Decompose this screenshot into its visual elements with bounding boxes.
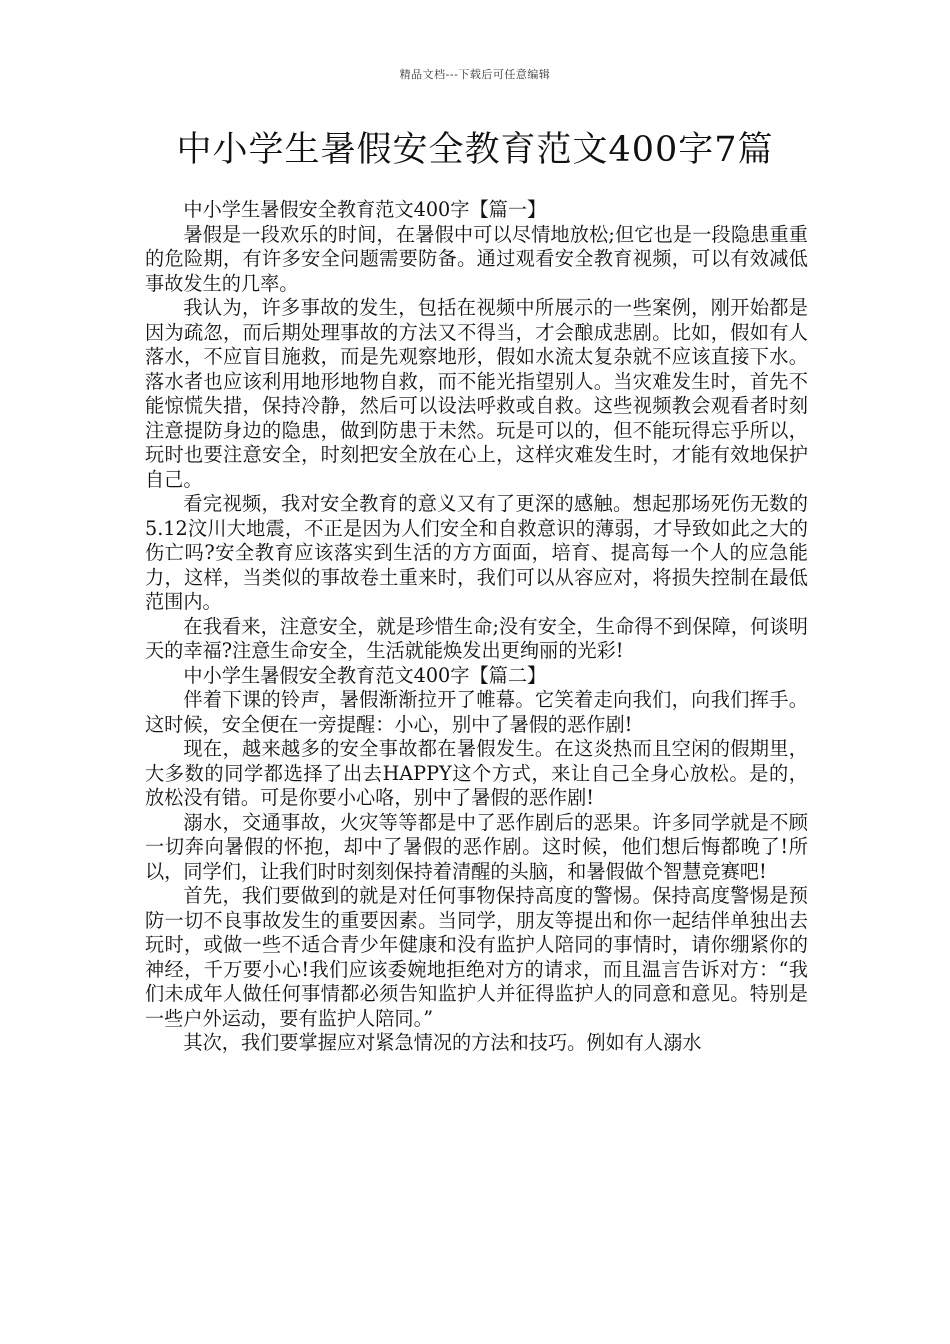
document-body xyxy=(145,198,808,1056)
document-title: 中小学生暑假安全教育范文400字7篇 xyxy=(176,130,774,170)
section-heading-2: 中小学生暑假安全教育范文400字【篇二】 xyxy=(183,663,547,687)
paragraph: 暑假是一段欢乐的时间，在暑假中可以尽情地放松;但它也是一段隐患重重的危险期，有许多安全问题需要防备。通过观看安全教育视频，可以有效减低事故发生的几率。 xyxy=(145,222,808,295)
section-heading-1: 中小学生暑假安全教育范文400字【篇一】 xyxy=(183,198,547,221)
paragraph: 溺水，交通事故，火灾等等都是中了恶作剧后的恶果。许多同学就是不顾一切奔向暑假的怀抱，却中了暑假的恶作剧。这时候，他们想后悔都晚了!所以，同学们，让我们时时刻刻保持着清醒的头脑，和暑假做个智慧竞赛吧! xyxy=(145,810,808,883)
paragraph: 首先，我们要做到的就是对任何事物保持高度的警惕。保持高度警惕是预防一切不良事故发生的重要因素。当同学，朋友等提出和你一起结伴单独出去玩时，或做一些不适合青少年健康和没有监护人陪同的事情时，请你绷紧你的神经，千万要小心!我们应该委婉地拒绝对方的请求，而且温言告诉对方：“我们未成年人做任何事情都必须告知监护人并征得监护人的同意和意见。特别是一些户外运动，要有监护人陪同。” xyxy=(145,884,808,1030)
page-header: 精品文档---下载后可任意编辑 xyxy=(399,68,551,81)
paragraph: 在我看来，注意安全，就是珍惜生命;没有安全，生命得不到保障，何谈明天的幸福?注意生命安全，生活就能焕发出更绚丽的光彩! xyxy=(145,614,808,662)
paragraph: 我认为，许多事故的发生，包括在视频中所展示的一些案例，刚开始都是因为疏忽，而后期处理事故的方法又不得当，才会酿成悲剧。比如，假如有人落水，不应盲目施救，而是先观察地形，假如水流太复杂就不应该直接下水。落水者也应该利用地形地物自救，而不能光指望别人。当灾难发生时，首先不能惊慌失措，保持冷静，然后可以设法呼救或自救。这些视频教会观看者时刻注意提防身边的隐患，做到防患于未然。玩是可以的，但不能玩得忘乎所以，玩时也要注意安全，时刻把安全放在心上，这样灾难发生时，才能有效地保护自己。 xyxy=(145,296,808,491)
paragraph: 伴着下课的铃声，暑假渐渐拉开了帷幕。它笑着走向我们，向我们挥手。这时候，安全便在一旁提醒：小心，别中了暑假的恶作剧! xyxy=(145,688,808,736)
paragraph: 看完视频，我对安全教育的意义又有了更深的感触。想起那场死伤无数的5.12汶川大地震，不正是因为人们安全和自救意识的薄弱，才导致如此之大的伤亡吗?安全教育应该落实到生活的方方面面，培育、提高每一个人的应急能力，这样，当类似的事故卷土重来时，我们可以从容应对，将损失控制在最低范围内。 xyxy=(145,492,808,613)
paragraph: 其次，我们要掌握应对紧急情况的方法和技巧。例如有人溺水 xyxy=(183,1031,702,1054)
paragraph: 现在，越来越多的安全事故都在暑假发生。在这炎热而且空闲的假期里，大多数的同学都选择了出去HAPPY这个方式，来让自己全身心放松。是的，放松没有错。可是你要小心咯，别中了暑假的恶作剧! xyxy=(145,737,808,809)
